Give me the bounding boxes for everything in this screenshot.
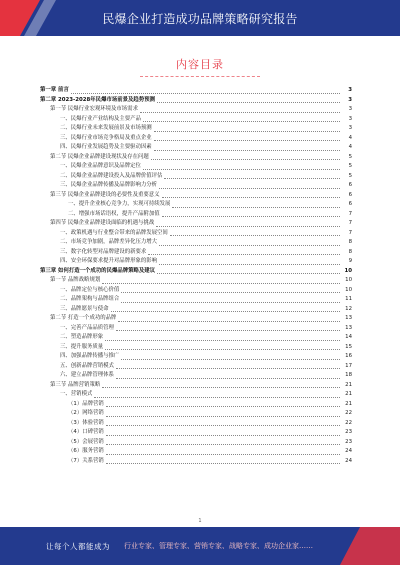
toc-entry[interactable] xyxy=(40,153,352,163)
toc-entry[interactable] xyxy=(40,257,352,267)
toc-entry-title: 二、民爆行业未来发展前景及市场预测 xyxy=(60,125,152,131)
toc-entry-page: 23 xyxy=(345,429,352,435)
toc-entry-title: 六、建立品牌管理体系 xyxy=(60,372,114,378)
toc-entry-page: 3 xyxy=(348,125,352,131)
toc-entry[interactable] xyxy=(40,276,352,286)
toc-entry-page: 10 xyxy=(344,267,352,274)
toc-leader-dots xyxy=(154,131,340,132)
toc-leader-dots xyxy=(164,178,340,179)
toc-entry[interactable] xyxy=(40,124,352,134)
toc-entry-title: 第二节 民爆企业品牌建设现状及存在问题 xyxy=(50,153,149,160)
toc-entry-page: 6 xyxy=(348,191,352,198)
toc-leader-dots xyxy=(170,235,340,236)
toc-entry-title: 二、塑造品牌形象 xyxy=(60,334,104,340)
toc-entry[interactable] xyxy=(40,362,352,372)
toc-entry-page: 21 xyxy=(345,381,352,388)
toc-entry-title: 第二章 2023-2028年民爆市场前景及趋势预测 xyxy=(40,96,155,103)
toc-entry-title: 三、数字化转型对品牌建设的新要求 xyxy=(60,248,147,255)
toc-entry-title: （3）体验营销 xyxy=(68,419,104,426)
toc-entry[interactable] xyxy=(40,210,352,220)
toc-leader-dots xyxy=(116,330,340,331)
toc-entry[interactable] xyxy=(40,400,352,410)
toc-entry-page: 4 xyxy=(348,144,352,150)
toc-entry-title: （1）品牌营销 xyxy=(68,400,104,407)
toc-entry-page: 24 xyxy=(345,457,352,464)
toc-entry-title: （2）网络营销 xyxy=(68,410,104,416)
toc-entry[interactable] xyxy=(40,428,352,438)
toc-leader-dots xyxy=(71,93,340,94)
toc-leader-dots xyxy=(172,207,340,208)
toc-leader-dots xyxy=(162,216,340,217)
toc-leader-dots xyxy=(121,292,340,293)
toc-entry-title: 第三节 品牌营销策略 xyxy=(50,381,101,388)
toc-entry-title: 二、增强市场话语权，提升产品附加值 xyxy=(68,210,160,217)
toc-leader-dots xyxy=(157,273,340,274)
toc-entry-page: 10 xyxy=(345,277,352,283)
toc-entry[interactable] xyxy=(40,314,352,324)
toc-entry-page: 7 xyxy=(348,229,352,236)
page-number: 1 xyxy=(198,518,202,524)
toc-entry-page: 21 xyxy=(345,391,352,397)
toc-entry-page: 12 xyxy=(345,305,352,312)
toc-leader-dots xyxy=(118,321,340,322)
toc-entry-title: 一、提升企业核心竞争力，实现可持续发展 xyxy=(68,201,171,207)
toc-entry-page: 5 xyxy=(348,153,352,160)
toc-entry-page: 15 xyxy=(345,343,352,350)
toc-entry[interactable] xyxy=(40,409,352,419)
toc-entry-title: 三、民爆行业市场竞争格局及重点企业 xyxy=(60,134,152,141)
header-ribbon-decoration xyxy=(0,0,60,36)
toc-entry[interactable] xyxy=(40,238,352,248)
toc-entry[interactable] xyxy=(40,419,352,429)
footer-bar xyxy=(0,527,400,565)
toc-entry-title: 四、安全环保要求提升对品牌形象的影响 xyxy=(60,258,158,264)
toc-entry[interactable] xyxy=(40,390,352,400)
toc-entry[interactable] xyxy=(40,219,352,229)
toc-entry[interactable] xyxy=(40,96,352,106)
toc-entry-page: 6 xyxy=(348,201,352,207)
toc-entry-title: 一、民爆企业品牌意识及品牌定位 xyxy=(60,163,141,169)
toc-leader-dots xyxy=(106,406,340,407)
toc-entry[interactable] xyxy=(40,181,352,191)
toc-entry-title: 四、加强品牌传播与推广 xyxy=(60,353,120,359)
toc-entry[interactable] xyxy=(40,457,352,467)
toc-leader-dots xyxy=(148,254,340,255)
toc-entry-page: 8 xyxy=(348,239,352,245)
toc-entry-title: 一、完善产品品质管理 xyxy=(60,324,114,331)
toc-entry-page: 17 xyxy=(345,362,352,369)
toc-entry-page: 11 xyxy=(345,296,352,302)
toc-entry-page: 3 xyxy=(348,96,352,103)
toc-leader-dots xyxy=(140,112,340,113)
toc-leader-dots xyxy=(94,397,340,398)
toc-entry[interactable] xyxy=(40,381,352,391)
report-title: 民爆企业打造成功品牌策略研究报告 xyxy=(102,11,298,26)
toc-entry-title: 第一章 前言 xyxy=(40,87,69,93)
toc-entry-page: 22 xyxy=(345,419,352,426)
toc-entry-title: 二、市场竞争加剧，品牌差异化压力增大 xyxy=(60,239,158,245)
toc-entry[interactable] xyxy=(40,324,352,334)
toc-entry-page: 3 xyxy=(348,87,352,93)
toc-entry-page: 7 xyxy=(348,220,352,226)
toc-title: 内容目录 xyxy=(0,56,400,72)
toc-entry[interactable] xyxy=(40,447,352,457)
toc-leader-dots xyxy=(111,311,340,312)
toc-entry-title: 第一节 品牌战略规划 xyxy=(50,277,101,283)
toc-entry-title: 三、品牌愿景与使命 xyxy=(60,305,109,312)
toc-entry-page: 7 xyxy=(348,210,352,217)
toc-entry-page: 3 xyxy=(348,115,352,122)
toc-leader-dots xyxy=(116,378,340,379)
toc-entry-page: 6 xyxy=(348,182,352,188)
toc-entry-title: 一、品牌定位与核心价值 xyxy=(60,286,120,293)
toc-entry-page: 9 xyxy=(348,258,352,264)
toc-entry[interactable] xyxy=(40,162,352,172)
toc-entry[interactable] xyxy=(40,343,352,353)
toc-leader-dots xyxy=(106,463,340,464)
toc-leader-dots xyxy=(102,283,340,284)
toc-entry[interactable] xyxy=(40,172,352,182)
toc-entry-page: 5 xyxy=(348,172,352,179)
toc-entry-page: 21 xyxy=(345,400,352,407)
toc-entry[interactable] xyxy=(40,143,352,153)
table-of-contents xyxy=(40,86,352,466)
toc-entry-title: （7）关系营销 xyxy=(68,457,104,464)
toc-entry-page: 13 xyxy=(345,324,352,331)
toc-entry-title: 一、民爆行业产业结构及主要产品 xyxy=(60,115,141,122)
footer-stripe-decoration xyxy=(280,527,400,565)
footer-slogan: 让每个人都能成为 xyxy=(46,541,110,551)
toc-entry-title: 二、民爆企业品牌建设投入及品牌价值评估 xyxy=(60,172,163,179)
footer-tagline: 行业专家、管理专家、营销专家、战略专家、成功企业家…… xyxy=(124,542,313,550)
toc-entry-title: （4）口碑营销 xyxy=(68,429,104,435)
toc-leader-dots xyxy=(121,359,340,360)
toc-entry[interactable] xyxy=(40,229,352,239)
toc-entry[interactable] xyxy=(40,86,352,96)
toc-leader-dots xyxy=(157,102,340,103)
toc-entry-page: 16 xyxy=(345,353,352,359)
toc-entry-title: 三、民爆企业品牌传播及品牌影响力分析 xyxy=(60,182,158,188)
toc-leader-dots xyxy=(154,150,340,151)
toc-leader-dots xyxy=(106,444,340,445)
toc-leader-dots xyxy=(143,121,340,122)
toc-entry-title: 第四节 民爆企业品牌建设面临的机遇与挑战 xyxy=(50,220,155,226)
toc-entry[interactable] xyxy=(40,371,352,381)
toc-entry-page: 24 xyxy=(345,448,352,454)
toc-leader-dots xyxy=(159,245,340,246)
toc-entry[interactable] xyxy=(40,191,352,201)
toc-entry[interactable] xyxy=(40,352,352,362)
toc-entry-title: 一、政策机遇与行业整合带来的品牌发展空间 xyxy=(60,229,168,236)
toc-leader-dots xyxy=(159,188,340,189)
toc-entry-page: 13 xyxy=(345,315,352,321)
toc-entry-page: 5 xyxy=(348,163,352,169)
toc-entry[interactable] xyxy=(40,438,352,448)
toc-leader-dots xyxy=(151,159,340,160)
toc-entry-title: 二、品牌架构与品牌组合 xyxy=(60,296,120,302)
toc-entry-title: 四、民爆行业发展趋势及主要驱动因素 xyxy=(60,144,152,150)
toc-entry[interactable] xyxy=(40,248,352,258)
toc-leader-dots xyxy=(106,425,340,426)
toc-entry-page: 14 xyxy=(345,334,352,340)
header-bar xyxy=(0,0,400,36)
toc-leader-dots xyxy=(121,302,340,303)
toc-entry[interactable] xyxy=(40,115,352,125)
toc-entry[interactable] xyxy=(40,286,352,296)
toc-entry-title: 第三节 民爆企业品牌建设的必要性及重要意义 xyxy=(50,191,160,198)
toc-entry-page: 23 xyxy=(345,438,352,445)
toc-entry-title: 第三章 如何打造一个成功的民爆品牌策略及建议 xyxy=(40,267,156,274)
toc-entry-title: 第一节 民爆行业宏观环境及市场需求 xyxy=(50,106,138,112)
toc-leader-dots xyxy=(102,387,340,388)
toc-entry-page: 4 xyxy=(348,134,352,141)
toc-leader-dots xyxy=(105,349,340,350)
toc-entry-page: 10 xyxy=(345,286,352,293)
toc-entry[interactable] xyxy=(40,267,352,277)
toc-entry-title: 五、创新品牌营销模式 xyxy=(60,362,114,369)
toc-entry[interactable] xyxy=(40,200,352,210)
toc-entry[interactable] xyxy=(40,105,352,115)
toc-entry-title: 三、提升服务质量 xyxy=(60,343,104,350)
toc-entry-title: 一、营销模式 xyxy=(60,391,93,397)
toc-entry[interactable] xyxy=(40,305,352,315)
toc-leader-dots xyxy=(162,197,340,198)
toc-entry-page: 8 xyxy=(348,248,352,255)
toc-entry-title: （6）服务营销 xyxy=(68,448,104,454)
toc-entry-title: （5）会展营销 xyxy=(68,438,104,445)
toc-leader-dots xyxy=(106,435,340,436)
toc-leader-dots xyxy=(154,140,340,141)
toc-leader-dots xyxy=(156,226,340,227)
toc-entry-page: 18 xyxy=(345,372,352,378)
toc-leader-dots xyxy=(143,169,340,170)
toc-entry-page: 22 xyxy=(345,410,352,416)
toc-entry[interactable] xyxy=(40,295,352,305)
toc-entry[interactable] xyxy=(40,333,352,343)
toc-entry[interactable] xyxy=(40,134,352,144)
toc-entry-page: 3 xyxy=(348,106,352,112)
toc-leader-dots xyxy=(105,340,340,341)
toc-leader-dots xyxy=(116,368,340,369)
toc-leader-dots xyxy=(106,454,340,455)
toc-leader-dots xyxy=(159,264,340,265)
toc-entry-title: 第二节 打造一个成功的品牌 xyxy=(50,315,117,321)
toc-leader-dots xyxy=(106,416,340,417)
